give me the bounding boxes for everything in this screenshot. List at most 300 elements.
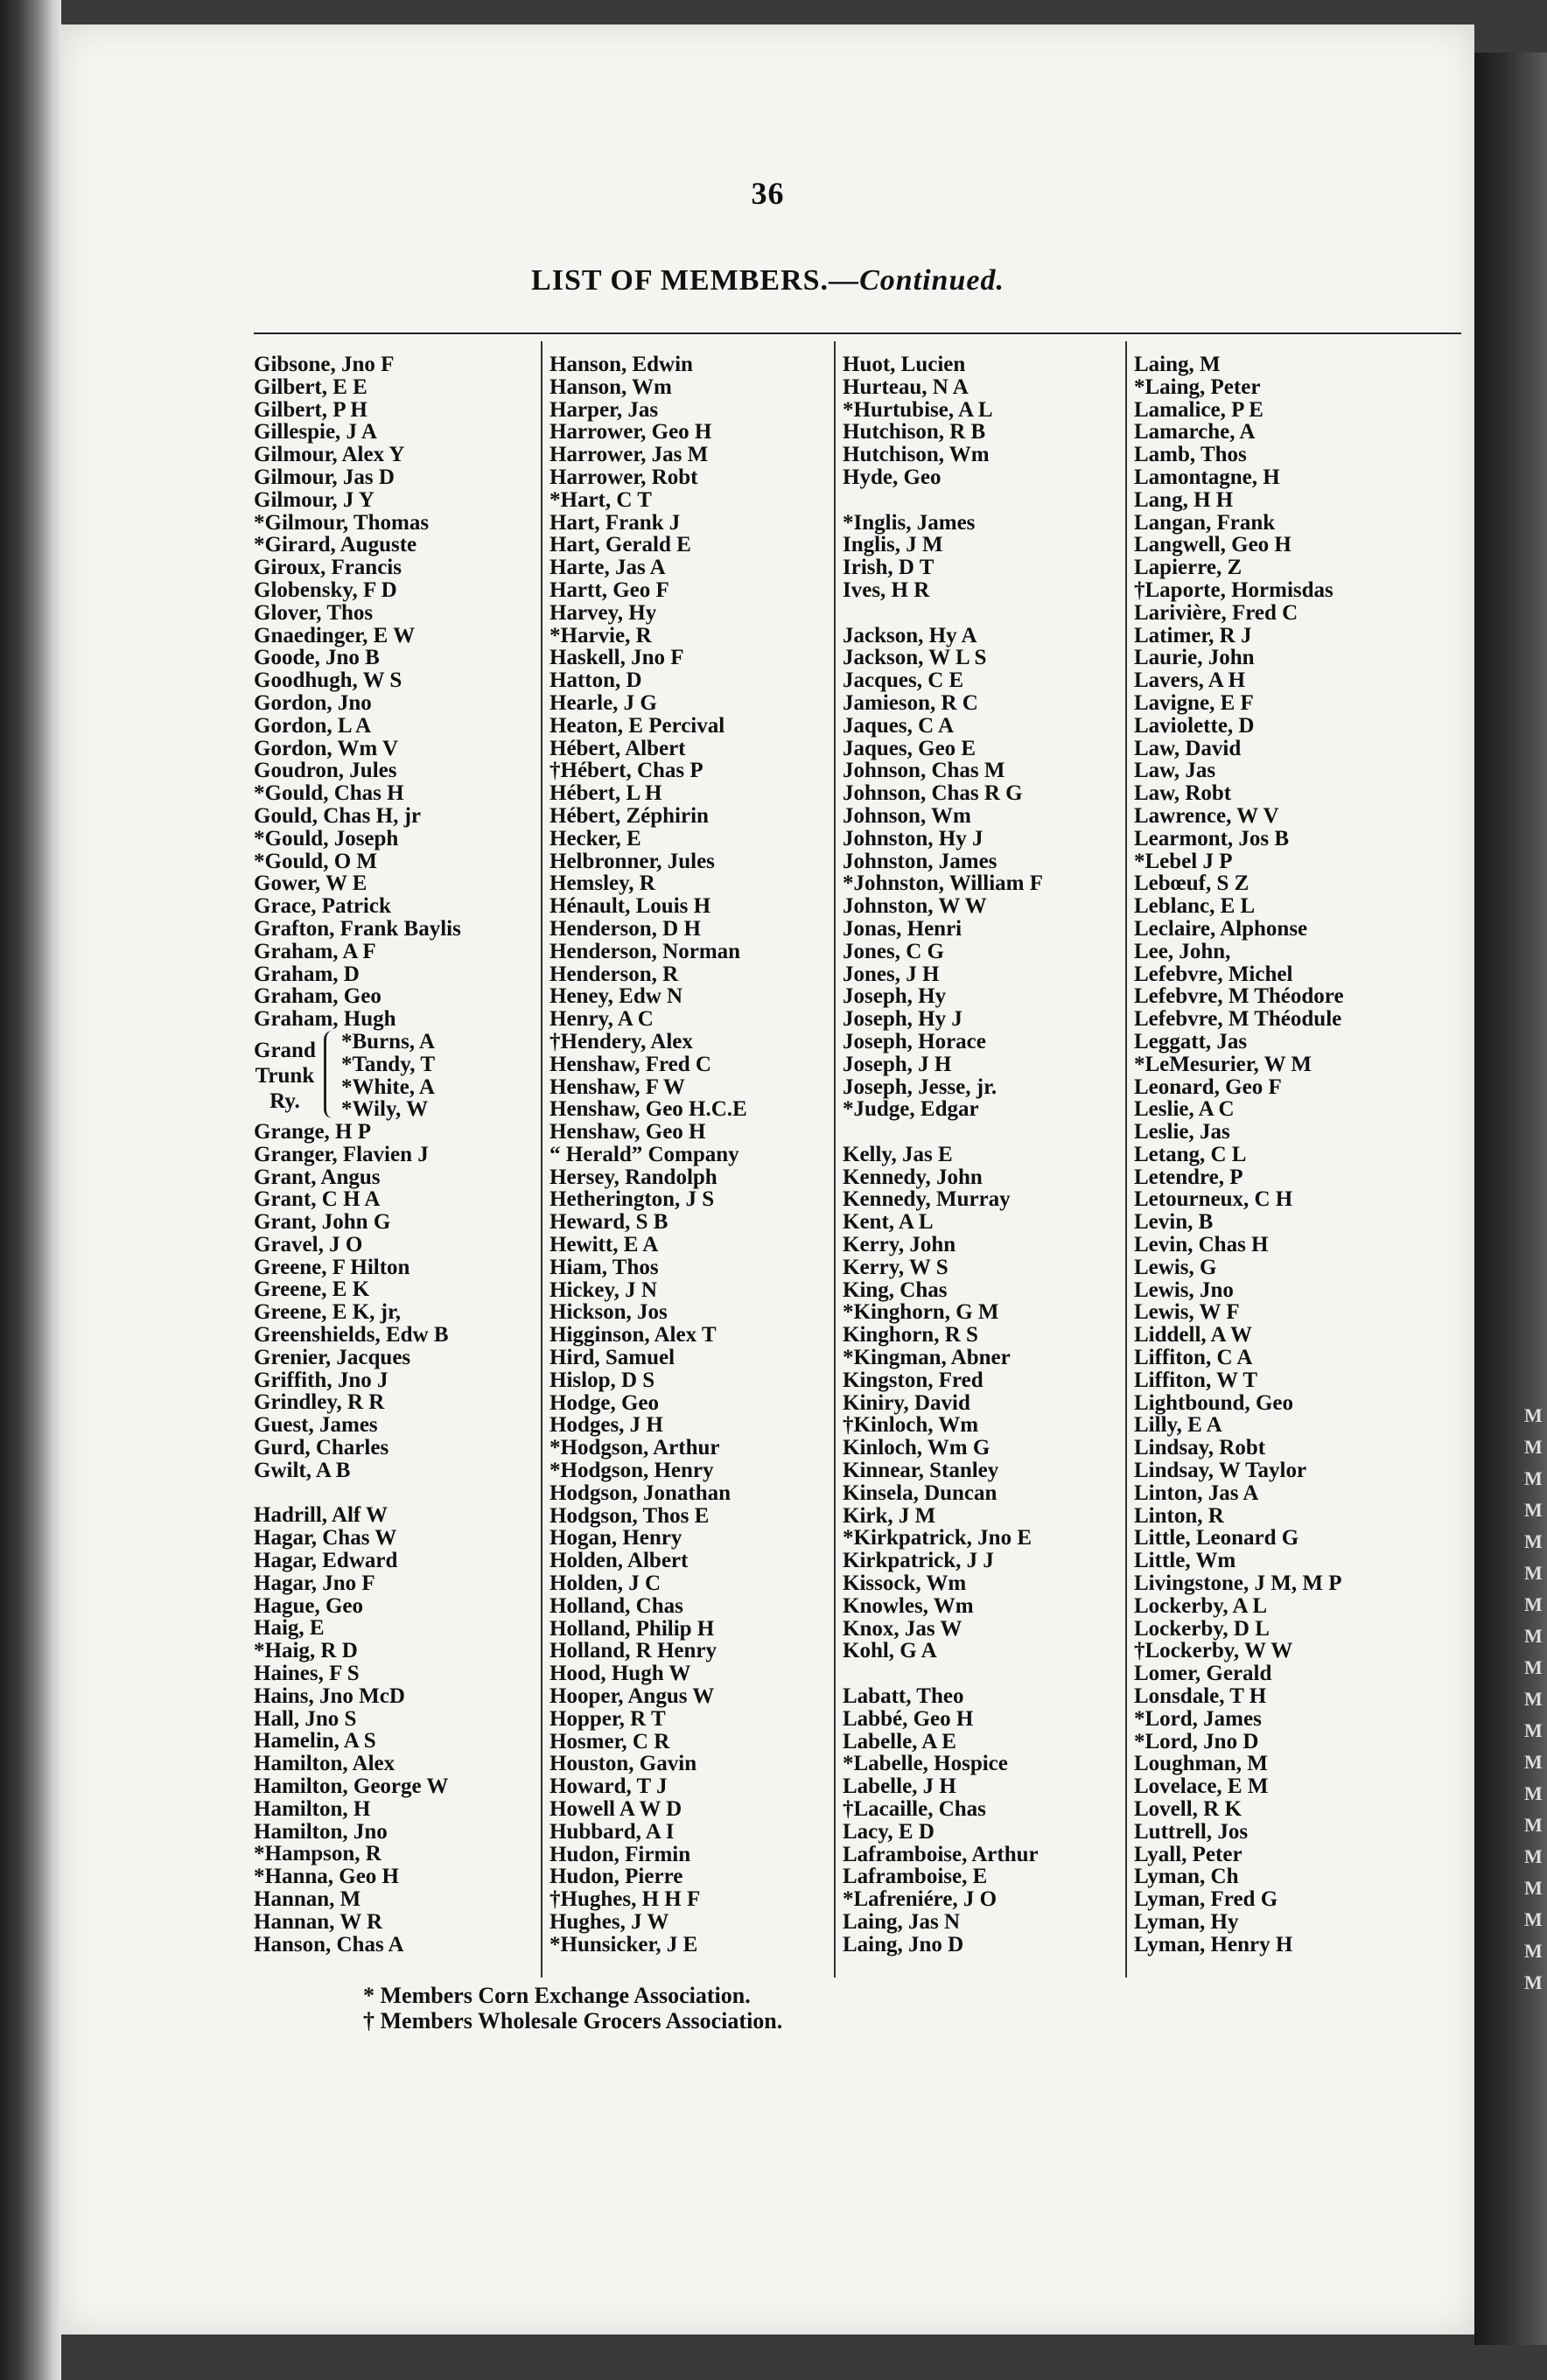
member-entry: Little, Wm — [1134, 1549, 1236, 1573]
section-gap — [843, 602, 1131, 625]
footnote-corn-exchange: * Members Corn Exchange Association. — [363, 1983, 751, 2008]
member-entry: Lamb, Thos — [1134, 443, 1247, 467]
member-entry: Haines, F S — [254, 1662, 360, 1686]
member-entry: Luttrell, Jos — [1134, 1819, 1249, 1844]
member-entry: Lonsdale, T H — [1134, 1684, 1267, 1709]
member-entry: Gilmour, J Y — [254, 487, 374, 512]
section-gap — [254, 1482, 542, 1505]
member-entry: Lefebvre, M Théodore — [1134, 984, 1344, 1009]
edge-letter: M — [1524, 1751, 1543, 1773]
member-entry: Levin, B — [1134, 1210, 1214, 1235]
member-entry: Lovelace, E M — [1134, 1774, 1269, 1799]
member-entry: Jamieson, R C — [843, 690, 978, 715]
member-entry: Hutchison, Wm — [843, 443, 990, 467]
member-entry: Hodges, J H — [550, 1413, 663, 1438]
member-entry: Greenshields, Edw B — [254, 1323, 449, 1348]
member-entry: *Hunsicker, J E — [550, 1932, 698, 1956]
footnote-wholesale-grocers: † Members Wholesale Grocers Association. — [363, 2008, 783, 2034]
member-entry: Grindley, R R — [254, 1390, 385, 1415]
member-entry: *Gilmour, Thomas — [254, 510, 430, 535]
member-entry: Hart, Gerald E — [550, 533, 691, 557]
member-entry: Lamarche, A — [1134, 420, 1256, 444]
member-entry: Hickey, J N — [550, 1278, 657, 1302]
book-spine-left — [0, 0, 61, 2380]
member-entry: Giroux, Francis — [254, 556, 402, 580]
member-column-3 — [843, 354, 1131, 1956]
member-entry: Helbronner, Jules — [550, 849, 715, 873]
member-entry: Hodgson, Thos E — [550, 1503, 710, 1528]
member-entry: Hood, Hugh W — [550, 1662, 691, 1686]
member-entry: Lawrence, W V — [1134, 803, 1279, 828]
edge-letter: M — [1524, 1814, 1543, 1836]
member-entry: Howard, T J — [550, 1774, 668, 1799]
member-entry: Hébert, Zéphirin — [550, 803, 709, 828]
member-entry: Hébert, Albert — [550, 736, 686, 760]
member-entry: Johnston, W W — [843, 894, 987, 919]
member-entry: *Judge, Edgar — [843, 1097, 979, 1122]
member-entry: Hagar, Jno F — [254, 1571, 375, 1595]
member-entry: Hanson, Edwin — [550, 353, 693, 376]
member-entry: Hyde, Geo — [843, 465, 942, 489]
section-gap — [843, 1121, 1131, 1144]
member-entry: Letendre, P — [1134, 1165, 1243, 1189]
member-entry: Greene, E K — [254, 1278, 370, 1302]
header-rule — [254, 332, 1461, 334]
member-entry: Lewis, W F — [1134, 1300, 1240, 1325]
member-entry: Jackson, Hy A — [843, 623, 977, 648]
member-entry: Laframboise, E — [843, 1865, 988, 1889]
member-entry: Globensky, F D — [254, 578, 397, 602]
member-entry: Linton, R — [1134, 1503, 1224, 1528]
member-entry: Lyman, Fred G — [1134, 1887, 1278, 1912]
member-entry: *Kinghorn, G M — [843, 1300, 999, 1325]
member-entry: Hird, Samuel — [550, 1346, 676, 1370]
member-entry: Leslie, A C — [1134, 1097, 1235, 1122]
member-entry: †Lacaille, Chas — [843, 1797, 986, 1821]
member-entry: Hamilton, H — [254, 1796, 371, 1821]
member-entry: Jonas, Henri — [843, 916, 962, 941]
member-entry: Gordon, Jno — [254, 690, 372, 715]
grand-trunk-group — [254, 1031, 542, 1121]
brace — [324, 1031, 339, 1118]
member-entry: Langan, Frank — [1134, 510, 1276, 535]
member-entry: Gilmour, Jas D — [254, 465, 395, 489]
member-entry: Hetherington, J S — [550, 1187, 715, 1212]
member-entry: Lyman, Henry H — [1134, 1932, 1293, 1956]
member-entry: Gibsone, Jno F — [254, 353, 395, 376]
member-entry: Harvey, Hy — [550, 600, 657, 625]
member-entry: Hébert, L H — [550, 781, 662, 806]
member-entry: Guest, James — [254, 1413, 378, 1438]
member-entry: Jones, J H — [843, 962, 940, 986]
member-entry: Heney, Edw N — [550, 984, 683, 1009]
member-entry: *Lord, Jno D — [1134, 1729, 1259, 1754]
member-entry: Goudron, Jules — [254, 759, 397, 783]
member-entry: Kinloch, Wm G — [843, 1436, 990, 1460]
grand-trunk-label-line: Ry. — [270, 1088, 300, 1113]
member-entry: Haskell, Jno F — [550, 646, 684, 670]
member-entry: Graham, A F — [254, 939, 376, 963]
member-entry: Johnston, James — [843, 849, 998, 873]
member-entry: Hearle, J G — [550, 690, 657, 715]
member-entry: Gravel, J O — [254, 1232, 363, 1256]
member-entry: Greene, E K, jr, — [254, 1300, 402, 1325]
member-entry: Larivière, Fred C — [1134, 600, 1298, 625]
member-entry: Kiniry, David — [843, 1390, 970, 1415]
member-entry: Hickson, Jos — [550, 1300, 668, 1325]
member-entry: Heaton, E Percival — [550, 713, 725, 738]
member-entry: Hemsley, R — [550, 872, 655, 896]
member-entry: Henshaw, F W — [550, 1074, 685, 1099]
member-entry: Labbé, Geo H — [843, 1706, 974, 1731]
member-entry: Lightbound, Geo — [1134, 1390, 1294, 1415]
member-entry: Hadrill, Alf W — [254, 1503, 388, 1528]
member-entry: †Lockerby, W W — [1134, 1639, 1293, 1663]
next-page-edge — [1474, 52, 1547, 2345]
member-entry: Lefebvre, Michel — [1134, 962, 1293, 986]
member-entry: Holland, Chas — [550, 1593, 683, 1618]
member-entry: †Hendery, Alex — [550, 1029, 693, 1054]
member-entry: †Hughes, H H F — [550, 1887, 701, 1912]
member-entry: Grange, H P — [254, 1119, 372, 1144]
edge-letter: M — [1524, 1562, 1543, 1584]
member-entry: †Laporte, Hormisdas — [1134, 578, 1334, 602]
edge-letter: M — [1524, 1971, 1543, 1993]
member-entry: *Gould, O M — [254, 849, 377, 873]
member-entry: *Burns, A — [341, 1029, 435, 1054]
member-entry: Langwell, Geo H — [1134, 533, 1292, 557]
member-entry: *White, A — [341, 1074, 435, 1099]
member-entry: Levin, Chas H — [1134, 1233, 1269, 1257]
member-entry: Hecker, E — [550, 826, 641, 850]
edge-letter: M — [1524, 1940, 1543, 1962]
member-entry: Graham, D — [254, 962, 360, 986]
member-entry: King, Chas — [843, 1278, 948, 1302]
member-entry: Lewis, Jno — [1134, 1278, 1234, 1302]
member-entry: Hewitt, E A — [550, 1233, 659, 1257]
edge-letter: M — [1524, 1656, 1543, 1678]
member-entry: Hutchison, R B — [843, 420, 986, 444]
member-entry: Gilbert, P H — [254, 397, 368, 422]
member-entry: Harrower, Robt — [550, 465, 698, 489]
edge-letter: M — [1524, 1499, 1543, 1521]
member-column-4 — [1134, 354, 1475, 1956]
member-entry: Loughman, M — [1134, 1752, 1268, 1776]
grand-trunk-label-line: Grand — [254, 1038, 316, 1062]
member-entry: Kent, A L — [843, 1210, 934, 1235]
member-entry: Lindsay, Robt — [1134, 1436, 1266, 1460]
member-entry: Laurie, John — [1134, 646, 1255, 670]
member-entry: Lewis, G — [1134, 1255, 1217, 1279]
member-entry: Hannan, M — [254, 1887, 361, 1911]
member-entry: Hamilton, Jno — [254, 1819, 388, 1844]
grand-trunk-members — [341, 1031, 435, 1121]
member-entry: Harrower, Jas M — [550, 443, 709, 467]
member-entry: Hart, Frank J — [550, 510, 681, 535]
member-entry: Harrower, Geo H — [550, 420, 712, 444]
member-entry: Henshaw, Fred C — [550, 1052, 711, 1076]
member-entry: *Labelle, Hospice — [843, 1752, 1008, 1776]
member-entry: Hall, Jno S — [254, 1706, 357, 1731]
member-entry: Kirkpatrick, J J — [843, 1549, 994, 1573]
member-entry: Kingston, Fred — [843, 1368, 984, 1392]
member-column-2 — [550, 354, 838, 1956]
member-entry: †Kinloch, Wm — [843, 1413, 979, 1438]
member-entry: Lockerby, A L — [1134, 1593, 1268, 1618]
member-entry: Howell A W D — [550, 1797, 682, 1821]
member-entry: *Hurtubise, A L — [843, 397, 993, 422]
member-entry: Grant, John G — [254, 1210, 391, 1235]
member-entry: Laing, Jno D — [843, 1932, 964, 1956]
member-entry: Jaques, C A — [843, 713, 955, 738]
edge-letter: M — [1524, 1688, 1543, 1710]
member-entry: Johnson, Chas M — [843, 759, 1005, 783]
member-entry: Lockerby, D L — [1134, 1616, 1270, 1641]
member-entry: Laing, M — [1134, 353, 1221, 376]
member-entry: Ives, H R — [843, 578, 930, 602]
member-entry: *Gould, Joseph — [254, 826, 399, 850]
section-gap — [843, 1662, 1131, 1685]
page-number: 36 — [751, 176, 785, 211]
member-entry: Goode, Jno B — [254, 646, 380, 670]
member-entry: Gordon, L A — [254, 713, 372, 738]
member-entry: Gilbert, E E — [254, 374, 368, 399]
member-entry: Gould, Chas H, jr — [254, 803, 422, 828]
member-entry: Haig, E — [254, 1616, 325, 1641]
member-entry: Labelle, A E — [843, 1729, 956, 1754]
member-entry: Henderson, D H — [550, 916, 701, 941]
member-entry: Liddell, A W — [1134, 1323, 1253, 1348]
member-entry: *LeMesurier, W M — [1134, 1052, 1312, 1076]
member-entry: Hannan, W R — [254, 1909, 383, 1934]
member-entry: Johnson, Chas R G — [843, 781, 1023, 806]
member-entry: Joseph, Horace — [843, 1029, 986, 1054]
member-entry: Hanson, Wm — [550, 374, 672, 399]
member-entry: Hénault, Louis H — [550, 894, 711, 919]
member-entry: Kennedy, John — [843, 1165, 983, 1189]
member-entry: *Tandy, T — [341, 1052, 436, 1076]
member-entry: Learmont, Jos B — [1134, 826, 1290, 850]
grand-trunk-label — [254, 1038, 316, 1114]
member-entry: Grafton, Frank Baylis — [254, 916, 461, 941]
member-entry: Lavers, A H — [1134, 668, 1246, 693]
member-entry: Gillespie, J A — [254, 420, 377, 444]
member-entry: Hamelin, A S — [254, 1729, 376, 1754]
member-entry: Lebœuf, S Z — [1134, 872, 1250, 896]
member-entry: Kinsela, Duncan — [843, 1480, 998, 1505]
member-entry: *Hart, C T — [550, 487, 652, 512]
member-entry: Henry, A C — [550, 1007, 654, 1032]
member-entry: Grace, Patrick — [254, 894, 391, 919]
member-entry: *Hampson, R — [254, 1842, 382, 1866]
member-entry: Kirk, J M — [843, 1503, 936, 1528]
member-entry: Hudon, Pierre — [550, 1865, 683, 1889]
member-entry: Holland, Philip H — [550, 1616, 715, 1641]
member-entry: Hartt, Geo F — [550, 578, 669, 602]
member-entry: Kinnear, Stanley — [843, 1459, 999, 1483]
member-entry: Hughes, J W — [550, 1909, 669, 1934]
member-entry: Leonard, Geo F — [1134, 1074, 1282, 1099]
member-entry: Lovell, R K — [1134, 1797, 1242, 1821]
member-entry: Holden, Albert — [550, 1549, 689, 1573]
member-entry: Lefebvre, M Théodule — [1134, 1007, 1342, 1032]
edge-letter: M — [1524, 1877, 1543, 1899]
member-entry: Houston, Gavin — [550, 1752, 697, 1776]
member-entry: *Hodgson, Henry — [550, 1459, 714, 1483]
member-entry: Letang, C L — [1134, 1142, 1247, 1166]
edge-letter: M — [1524, 1719, 1543, 1741]
member-entry: †Hébert, Chas P — [550, 759, 704, 783]
member-entry: Gordon, Wm V — [254, 736, 399, 760]
member-entry: Law, Robt — [1134, 781, 1232, 806]
member-entry: Hooper, Angus W — [550, 1684, 715, 1709]
member-entry: *Kirkpatrick, Jno E — [843, 1526, 1032, 1550]
member-entry: Lang, H H — [1134, 487, 1234, 512]
edge-letter: M — [1524, 1845, 1543, 1867]
member-entry: Leggatt, Jas — [1134, 1029, 1248, 1054]
member-entry: Granger, Flavien J — [254, 1142, 429, 1166]
member-entry: *Hanna, Geo H — [254, 1865, 399, 1889]
page-header — [61, 264, 1474, 298]
edge-letter: M — [1524, 1404, 1543, 1426]
member-entry: Lamalice, P E — [1134, 397, 1264, 422]
member-entry: Joseph, Hy — [843, 984, 947, 1009]
member-entry: *Laing, Peter — [1134, 374, 1261, 399]
footnotes — [363, 1983, 782, 2034]
member-entry: *Inglis, James — [843, 510, 976, 535]
member-entry: Kennedy, Murray — [843, 1187, 1011, 1212]
member-entry: Heward, S B — [550, 1210, 668, 1235]
member-entry: Hopper, R T — [550, 1706, 666, 1731]
section-gap — [843, 489, 1131, 512]
member-entry: Graham, Hugh — [254, 1007, 396, 1032]
member-entry: Lomer, Gerald — [1134, 1662, 1272, 1686]
edge-letter: M — [1524, 1908, 1543, 1930]
member-entry: Hains, Jno McD — [254, 1684, 405, 1708]
member-entry: Livingstone, J M, M P — [1134, 1572, 1342, 1596]
member-entry: Harper, Jas — [550, 397, 659, 422]
member-entry: Hagar, Edward — [254, 1549, 398, 1573]
member-entry: Huot, Lucien — [843, 353, 966, 376]
header-continued: Continued. — [859, 264, 1004, 297]
edge-letter: M — [1524, 1467, 1543, 1489]
member-entry: Gwilt, A B — [254, 1458, 351, 1482]
member-entry: Henshaw, Geo H — [550, 1120, 706, 1144]
member-entry: Lyman, Hy — [1134, 1909, 1239, 1934]
member-entry: Gilmour, Alex Y — [254, 443, 405, 467]
member-entry: Liffiton, W T — [1134, 1368, 1258, 1392]
member-entry: *Wily, W — [341, 1097, 429, 1122]
member-entry: Johnston, Hy J — [843, 826, 984, 850]
member-entry: Hogan, Henry — [550, 1526, 682, 1550]
member-entry: *Gould, Chas H — [254, 781, 404, 806]
member-entry: *Hodgson, Arthur — [550, 1436, 720, 1460]
member-entry: Letourneux, C H — [1134, 1187, 1293, 1212]
member-entry: Lyman, Ch — [1134, 1865, 1239, 1889]
document-page — [61, 24, 1474, 2334]
member-entry: Leblanc, E L — [1134, 894, 1256, 919]
member-entry: Jacques, C E — [843, 668, 964, 693]
member-entry: Jackson, W L S — [843, 646, 987, 670]
member-entry: Lee, John, — [1134, 939, 1231, 963]
member-entry: Lyall, Peter — [1134, 1842, 1242, 1866]
member-entry: *Lebel J P — [1134, 849, 1233, 873]
member-entry: Laing, Jas N — [843, 1909, 961, 1934]
member-entry: Glover, Thos — [254, 600, 374, 625]
member-entry: “ Herald” Company — [550, 1142, 739, 1166]
member-entry: Gnaedinger, E W — [254, 623, 416, 648]
member-entry: Labelle, J H — [843, 1774, 956, 1799]
member-column-1 — [254, 354, 542, 1956]
member-entry: Goodhugh, W S — [254, 668, 402, 693]
member-entry: Liffiton, C A — [1134, 1346, 1253, 1370]
member-entry: Henshaw, Geo H.C.E — [550, 1097, 747, 1122]
edge-letter: M — [1524, 1625, 1543, 1647]
member-entry: Henderson, Norman — [550, 939, 741, 963]
member-entry: Joseph, Jesse, jr. — [843, 1074, 998, 1099]
edge-letter: M — [1524, 1782, 1543, 1804]
member-entry: Hagar, Chas W — [254, 1526, 397, 1550]
member-entry: Johnson, Wm — [843, 803, 971, 828]
member-entry: Lavigne, E F — [1134, 690, 1254, 715]
member-entry: Law, David — [1134, 736, 1242, 760]
member-entry: Hubbard, A I — [550, 1819, 675, 1844]
member-entry: Kerry, John — [843, 1233, 956, 1257]
member-entry: Kelly, Jas E — [843, 1142, 953, 1166]
member-entry: Hodgson, Jonathan — [550, 1480, 732, 1505]
member-entry: Joseph, J H — [843, 1052, 952, 1076]
member-entry: *Lafreniére, J O — [843, 1887, 998, 1912]
member-entry: Hudon, Firmin — [550, 1842, 691, 1866]
member-entry: Linton, Jas A — [1134, 1480, 1259, 1505]
member-entry: Hamilton, George W — [254, 1774, 449, 1799]
member-entry: Griffith, Jno J — [254, 1368, 388, 1392]
member-entry: Lacy, E D — [843, 1819, 934, 1844]
member-entry: Kerry, W S — [843, 1255, 948, 1279]
member-entry: Hosmer, C R — [550, 1729, 670, 1754]
edge-letter: M — [1524, 1593, 1543, 1615]
member-entry: Lamontagne, H — [1134, 465, 1280, 489]
member-entry: Holden, J C — [550, 1572, 662, 1596]
member-entry: Hatton, D — [550, 668, 642, 693]
member-entry: Leslie, Jas — [1134, 1120, 1230, 1144]
member-entry: *Johnston, William F — [843, 872, 1043, 896]
header-title: LIST OF MEMBERS.— — [531, 264, 860, 297]
member-entry: Grenier, Jacques — [254, 1345, 411, 1369]
member-entry: Grant, C H A — [254, 1187, 381, 1212]
member-entry: Hanson, Chas A — [254, 1932, 404, 1956]
member-entry: Gower, W E — [254, 872, 368, 896]
member-entry: Knox, Jas W — [843, 1616, 962, 1641]
grand-trunk-label-line: Trunk — [255, 1063, 315, 1088]
member-entry: *Lord, James — [1134, 1706, 1262, 1731]
next-page-edge-letters — [1524, 1400, 1547, 1998]
member-entry: Knowles, Wm — [843, 1593, 974, 1618]
member-entry: Lindsay, W Taylor — [1134, 1459, 1307, 1483]
member-entry: Lilly, E A — [1134, 1413, 1222, 1438]
edge-letter: M — [1524, 1530, 1543, 1552]
member-entry: *Harvie, R — [550, 623, 652, 648]
member-entry: Hislop, D S — [550, 1368, 655, 1392]
member-entry: Latimer, R J — [1134, 623, 1252, 648]
member-entry: Jones, C G — [843, 939, 944, 963]
member-entry: Holland, R Henry — [550, 1639, 717, 1663]
member-entry: Greene, F Hilton — [254, 1255, 410, 1279]
member-entry: Joseph, Hy J — [843, 1007, 962, 1032]
member-entry: Irish, D T — [843, 556, 934, 580]
member-entry: Kohl, G A — [843, 1639, 937, 1663]
member-entry: Graham, Geo — [254, 984, 382, 1009]
